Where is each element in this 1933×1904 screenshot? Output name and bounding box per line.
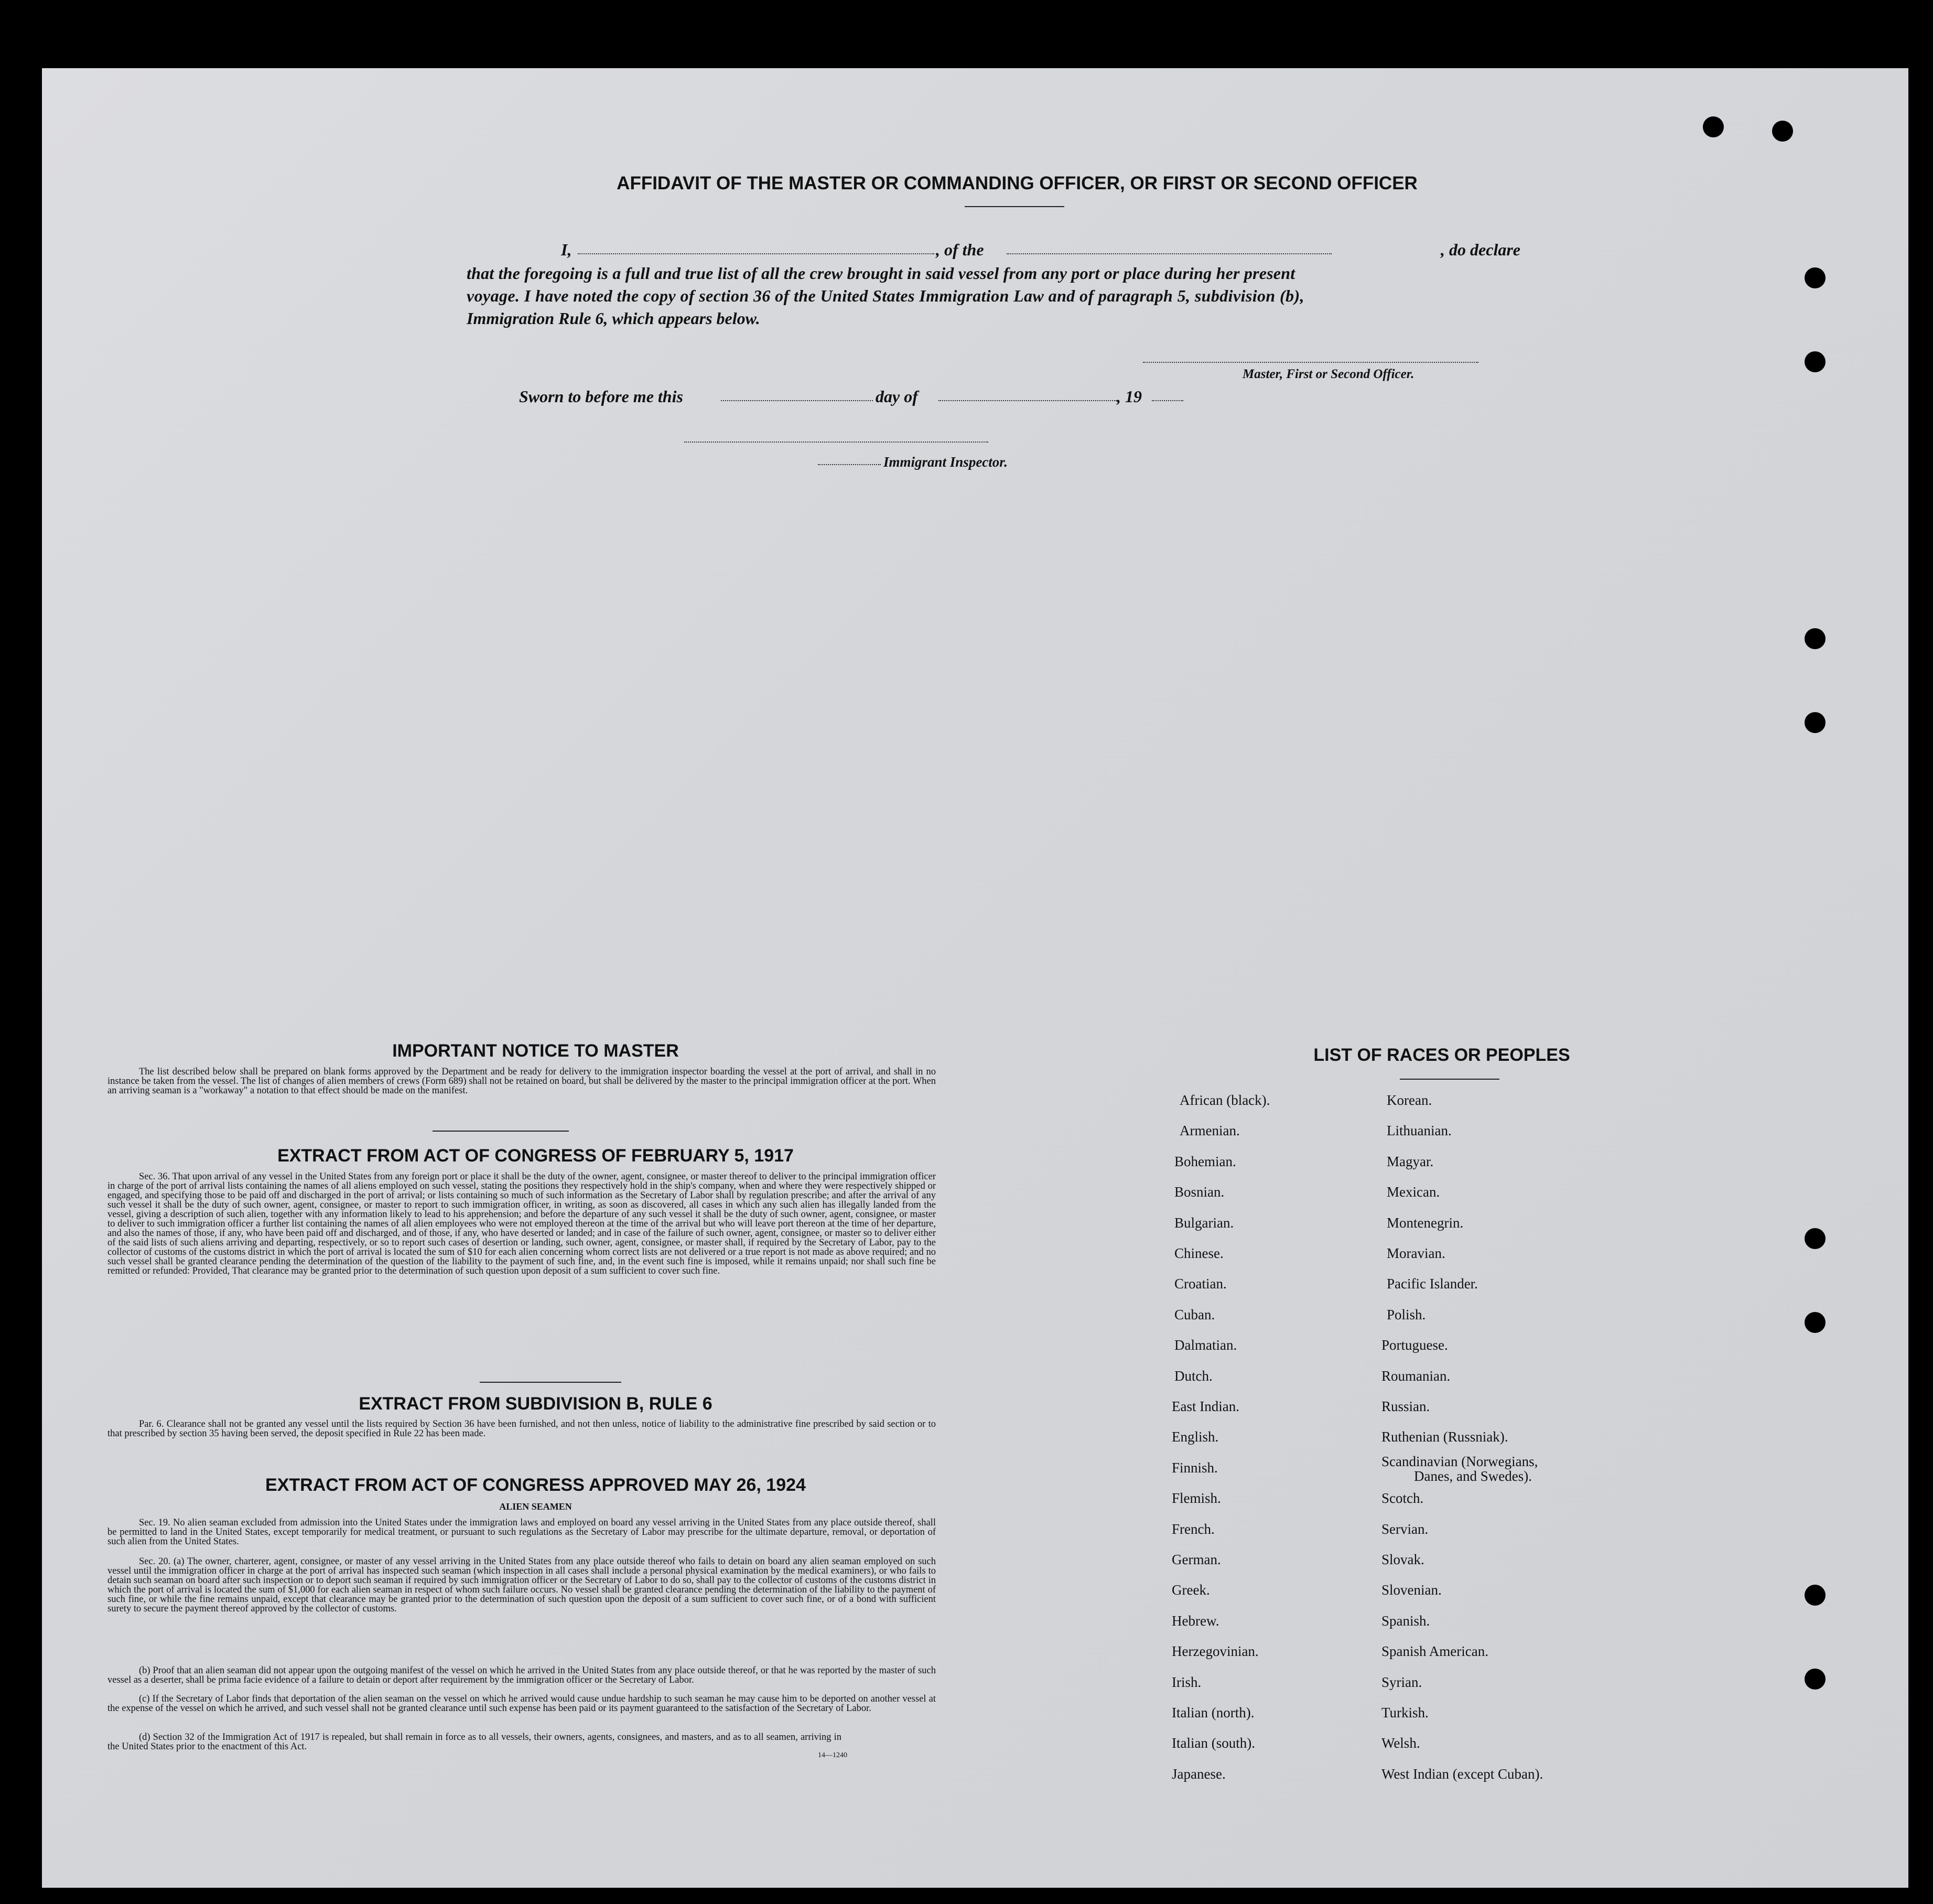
race-item: Croatian.: [1174, 1276, 1227, 1292]
extract2-title: EXTRACT FROM SUBDIVISION B, RULE 6: [359, 1394, 712, 1414]
race-item: East Indian.: [1172, 1399, 1239, 1414]
race-item: Russian.: [1381, 1399, 1430, 1414]
race-item: Portuguese.: [1381, 1337, 1448, 1353]
extract1-title: EXTRACT FROM ACT OF CONGRESS OF FEBRUARY 5, 1917: [277, 1146, 794, 1166]
race-item: Korean.: [1387, 1092, 1432, 1108]
race-item: Spanish American.: [1381, 1643, 1488, 1660]
punch-hole: [1805, 628, 1826, 649]
race-item: English.: [1172, 1429, 1219, 1445]
extract3-title: EXTRACT FROM ACT OF CONGRESS APPROVED MAY 26, 1924: [265, 1475, 806, 1495]
inspector-signature-field[interactable]: [684, 442, 988, 443]
punch-hole: [1805, 1312, 1826, 1333]
race-item: Dutch.: [1174, 1368, 1213, 1384]
race-item: Lithuanian.: [1387, 1123, 1452, 1139]
race-item: Irish.: [1172, 1674, 1202, 1690]
race-item: Roumanian.: [1381, 1368, 1451, 1384]
sworn-year-label: , 19: [1117, 387, 1142, 406]
extract2-text: Par. 6. Clearance shall not be granted any vessel until the lists required by Section 36 have been furnished, and not then unless, notice of liability to the administrative fine prescribed by said section or to that prescribed by section 35 having been served, the deposit specified in Rule 22 has been made.: [107, 1419, 936, 1439]
do-declare-label: , do declare: [1441, 240, 1520, 259]
punch-hole: [1805, 1228, 1826, 1249]
extract3-paragraph: (d) Section 32 of the Immigration Act of 1917 is repealed, but shall remain in force as to all vessels, their owners, agents, consignees, and masters, and as to all seamen, arriving in the United States prior to the enactment of this Act.: [107, 1732, 841, 1752]
sworn-line: [519, 385, 1253, 409]
form-number: 14—1240: [818, 1751, 847, 1759]
sworn-month-field[interactable]: [938, 400, 1117, 401]
declaration-text-line: Immigration Rule 6, which appears below.: [467, 309, 760, 328]
divider: [480, 1382, 621, 1383]
sworn-year-field[interactable]: [1152, 400, 1183, 401]
race-item: Chinese.: [1174, 1245, 1224, 1261]
race-item: Greek.: [1172, 1582, 1210, 1598]
declaration-text-line: that the foregoing is a full and true list of all the crew brought in said vessel from any port or place during her present: [467, 264, 1295, 283]
race-item: French.: [1172, 1521, 1215, 1537]
declarant-name-field[interactable]: [578, 253, 934, 254]
punch-hole: [1772, 121, 1793, 142]
race-item: African (black).: [1180, 1092, 1270, 1108]
races-title: LIST OF RACES OR PEOPLES: [1313, 1045, 1570, 1065]
race-item: Scotch.: [1381, 1490, 1424, 1507]
race-item: Spanish.: [1381, 1612, 1430, 1629]
sworn-day-label: day of: [876, 387, 918, 406]
extract3-paragraph: Sec. 20. (a) The owner, charterer, agent, consignee, or master of any vessel arriving in the United States from any place outside thereof who fails to detain on board any alien seaman employed on such vessel until the immigration officer in charge at the port of arrival has inspected such seaman (which inspection in all cases shall include a personal physical examination by the medical examiners), or who fails to detain such seaman on board after such inspection or to deport such seaman if required by such immigration officer or the Secretary of Labor to do so, shall pay to the collector of customs of the customs district in which the port of arrival is located the sum of $1,000 for each alien seaman in respect of whom such failure occurs. No vessel shall be granted clearance pending the determination of the liability to the payment of such fine, or while the fine remains unpaid, except that clearance may be granted prior to the determination of such question upon the deposit of a sum sufficient to cover such fine, or of a bond with sufficient surety to secure the payment thereof approved by the collector of customs.: [107, 1556, 936, 1614]
race-item: Flemish.: [1172, 1490, 1221, 1507]
inspector-name-field[interactable]: [818, 464, 881, 465]
race-item: Cuban.: [1174, 1306, 1215, 1322]
declaration-text-line: voyage. I have noted the copy of section 36 of the United States Immigration Law and of paragraph 5, subdivision (b),: [467, 286, 1304, 305]
race-item: Bosnian.: [1174, 1184, 1225, 1200]
race-item: Pacific Islander.: [1387, 1276, 1478, 1292]
extract3-paragraph: (b) Proof that an alien seaman did not appear upon the outgoing manifest of the vessel on which he arrived in the United States from any place outside thereof, or that he was reported by the master of such vessel as a deserter, shall be prima facie evidence of a failure to detain or deport after requirement by the immigration officer or the Secretary of Labor.: [107, 1665, 936, 1685]
race-item: Ruthenian (Russniak).: [1381, 1429, 1508, 1445]
notice-title: IMPORTANT NOTICE TO MASTER: [392, 1041, 679, 1061]
race-item: Scandinavian (Norwegians,: [1381, 1453, 1538, 1469]
race-item: Bulgarian.: [1174, 1214, 1234, 1231]
punch-hole: [1805, 1669, 1826, 1690]
race-item: Montenegrin.: [1387, 1214, 1464, 1231]
race-item: Magyar.: [1387, 1153, 1434, 1169]
race-item: Mexican.: [1387, 1184, 1440, 1200]
punch-hole: [1805, 267, 1826, 288]
race-item: Armenian.: [1180, 1123, 1240, 1139]
race-item: German.: [1172, 1552, 1221, 1567]
divider: [433, 1131, 569, 1132]
race-item: Turkish.: [1381, 1705, 1429, 1720]
document-sheet: [42, 68, 1908, 1888]
race-item: Japanese.: [1172, 1766, 1226, 1782]
race-item: Herzegovinian.: [1172, 1643, 1259, 1660]
punch-hole: [1703, 116, 1724, 137]
race-item: West Indian (except Cuban).: [1381, 1766, 1543, 1782]
race-item: Dalmatian.: [1174, 1337, 1237, 1353]
vessel-name-field[interactable]: [1007, 253, 1332, 254]
of-the-label: , of the: [936, 240, 984, 259]
punch-hole: [1805, 351, 1826, 372]
inspector-label: Immigrant Inspector.: [883, 454, 1008, 470]
race-item: Italian (south).: [1172, 1735, 1255, 1751]
signature-label: Master, First or Second Officer.: [1243, 367, 1414, 381]
race-item: Syrian.: [1381, 1674, 1422, 1690]
notice-text: The list described below shall be prepared on blank forms approved by the Department and be ready for delivery to the immigration inspector boarding the vessel at the port of arrival, and shall in no instance be taken from the vessel. The list of changes of alien members of crews (Form 689) shall not be retained on board, but shall be delivered by the master to the principal immigration officer at the port. When an arriving seaman is a "workaway" a notation to that effect should be made on the manifest.: [107, 1067, 936, 1096]
race-item: Welsh.: [1381, 1735, 1420, 1751]
declarant-line: [467, 239, 1520, 262]
sworn-prefix: Sworn to before me this: [519, 387, 683, 406]
race-item: Hebrew.: [1172, 1612, 1219, 1629]
race-item: Bohemian.: [1174, 1153, 1236, 1169]
affidavit-title: AFFIDAVIT OF THE MASTER OR COMMANDING OFFICER, OR FIRST OR SECOND OFFICER: [617, 173, 1418, 193]
race-item-continuation: Danes, and Swedes).: [1414, 1468, 1532, 1484]
punch-hole: [1805, 1585, 1826, 1606]
extract3-paragraph: (c) If the Secretary of Labor finds that deportation of the alien seaman on the vessel on which he arrived would cause undue hardship to such seaman he may cause him to be deported on another vessel at the expense of the vessel on which he arrived, and such vessel shall not be granted clearance until such expense has been paid or its payment guaranteed to the satisfaction of the Secretary of Labor.: [107, 1694, 936, 1714]
race-item: Moravian.: [1387, 1245, 1445, 1261]
race-item: Slovenian.: [1381, 1582, 1442, 1598]
race-item: Finnish.: [1172, 1459, 1218, 1476]
sworn-day-field[interactable]: [721, 400, 873, 401]
race-item: Servian.: [1381, 1521, 1429, 1537]
divider: [965, 206, 1064, 207]
divider: [1400, 1079, 1499, 1080]
declare-prefix: I,: [561, 240, 572, 259]
race-item: Polish.: [1387, 1306, 1426, 1322]
race-item: Italian (north).: [1172, 1705, 1255, 1720]
extract1-text: Sec. 36. That upon arrival of any vessel in the United States from any foreign port or place it shall be the duty of the owner, agent, consignee, or master thereof to deliver to the principal immigration officer in charge of the port of arrival lists containing the names of all aliens employed on such vessel, stating the positions they respectively hold in the ship's company, when and where they were respectively shipped or engaged, and specifying those to be paid off and discharged in the port of arrival; or lists containing so much of such information as the Secretary of Labor shall by regulation prescribe; and after the arrival of any such vessel it shall be the duty of such owner, agent, consignee, or master to report to such immigration officer, in writing, as soon as discovered, all cases in which any such alien has illegally landed from the vessel, giving a description of such alien, together with any information likely to lead to his apprehension; and before the departure of any such vessel it shall be the duty of such owner, agent, consignee, or master to deliver to such immigration officer a further list containing the names of all alien employees who were not employed thereon at the time of the arrival but who will leave port thereon at the time of her departure, and also the names of those, if any, who have been paid off and discharged, and of those, if any, who have deserted or landed; and in case of the failure of such owner, agent, consignee, or master so to deliver either of the said lists of such aliens arriving and departing, respectively, or so to report such cases of desertion or landing, such owner, agent, consignee, or master shall, if required by the Secretary of Labor, pay to the collector of customs of the customs district in which the port of arrival is located the sum of $10 for each alien concerning whom correct lists are not delivered or a true report is not made as above required; and no such vessel shall be granted clearance pending the determination of the question of the liability to the payment of such fine, and, in the event such fine is imposed, while it remains unpaid; nor shall such fine be remitted or refunded: Provided, That clearance may be granted prior to the determination of such question upon deposit of a sum sufficient to cover such fine.: [107, 1171, 936, 1276]
race-item: Slovak.: [1381, 1552, 1424, 1567]
extract3-subtitle: ALIEN SEAMEN: [499, 1501, 572, 1512]
punch-hole: [1805, 712, 1826, 733]
extract3-paragraph: Sec. 19. No alien seaman excluded from admission into the United States under the immigration laws and employed on board any vessel arriving in the United States from any place outside thereof, shall be permitted to land in the United States, except temporarily for medical treatment, or pursuant to such regulations as the Secretary of Labor may prescribe for the ultimate departure, removal, or deportation of such alien from the United States.: [107, 1518, 936, 1547]
